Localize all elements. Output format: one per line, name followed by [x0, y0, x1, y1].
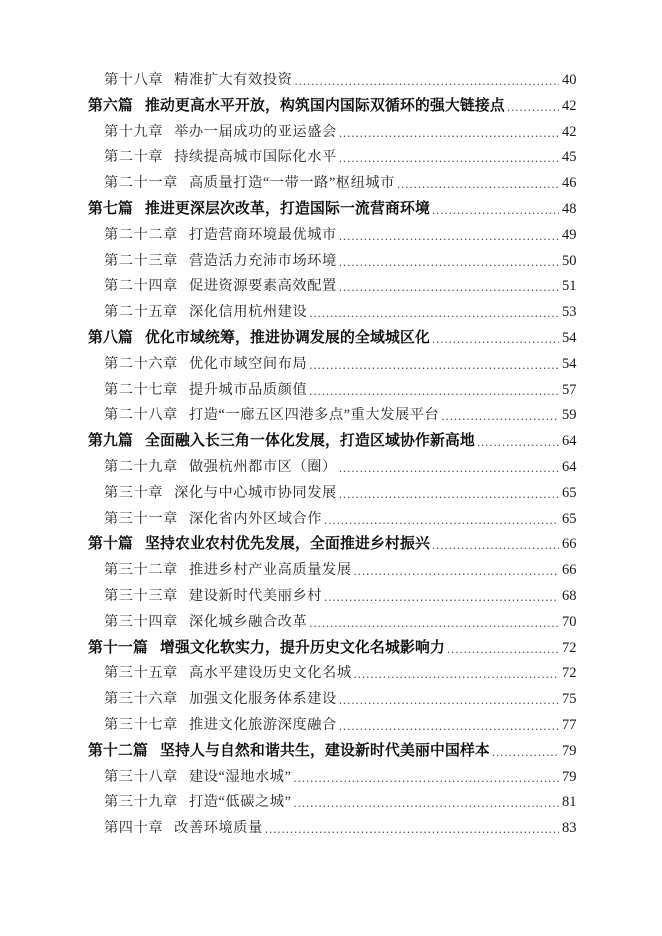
toc-dot-leader — [441, 418, 559, 429]
toc-entry[interactable] — [88, 94, 590, 120]
toc-entry-title: 营造活力充沛市场环境 — [188, 252, 337, 269]
toc-dot-leader — [339, 496, 559, 507]
toc-entry-label: 第三十一章 — [104, 510, 178, 527]
toc-entry[interactable] — [104, 378, 590, 404]
toc-entry[interactable] — [104, 661, 590, 687]
toc-dot-leader — [477, 444, 559, 455]
toc-dot-leader — [339, 238, 559, 249]
toc-entry-title: 举办一届成功的亚运盛会 — [174, 123, 337, 140]
toc-dot-leader — [324, 521, 559, 532]
toc-entry-title: 做强杭州都市区（圈） — [188, 458, 337, 475]
toc-entry-label: 第三十三章 — [104, 587, 178, 604]
toc-entry[interactable] — [104, 300, 590, 326]
toc-entry-label: 第九篇 — [88, 433, 133, 450]
toc-entry[interactable] — [104, 145, 590, 171]
toc-page-number: 50 — [562, 252, 577, 269]
toc-entry[interactable] — [88, 326, 590, 352]
toc-entry-label: 第三十四章 — [104, 613, 178, 630]
toc-entry-label: 第二十六章 — [104, 355, 178, 372]
toc-dot-leader — [265, 831, 559, 842]
toc-entry[interactable] — [104, 68, 590, 94]
toc-entry-label: 第三十六章 — [104, 691, 178, 708]
toc-page-number: 53 — [562, 304, 577, 321]
toc-entry-title: 推进更深层次改革，打造国际一流营商环境 — [145, 200, 430, 217]
toc-entry[interactable] — [104, 274, 590, 300]
toc-entry[interactable] — [104, 610, 590, 636]
toc-entry-label: 第二十九章 — [104, 458, 178, 475]
toc-entry-label: 第三十七章 — [104, 716, 178, 733]
toc-entry-title: 深化省内外区域合作 — [188, 510, 323, 527]
toc-dot-leader — [309, 625, 559, 636]
toc-entry-label: 第十篇 — [88, 536, 133, 553]
toc-dot-leader — [354, 676, 559, 687]
toc-entry-title: 推进文化旅游深度融合 — [188, 716, 337, 733]
toc-dot-leader — [339, 160, 559, 171]
toc-entry[interactable] — [104, 713, 590, 739]
toc-entry-label: 第二十四章 — [104, 278, 178, 295]
toc-page-number: 72 — [562, 639, 577, 656]
toc-page-number: 68 — [562, 587, 577, 604]
toc-entry[interactable] — [104, 120, 590, 146]
toc-page-number: 48 — [562, 200, 577, 217]
toc-dot-leader — [432, 547, 559, 558]
toc-entry[interactable] — [88, 739, 590, 765]
toc-dot-leader — [339, 470, 559, 481]
toc-dot-leader — [293, 805, 559, 816]
toc-page-number: 51 — [562, 278, 577, 295]
toc-list — [88, 68, 590, 842]
toc-dot-leader — [447, 650, 559, 661]
toc-entry[interactable] — [88, 532, 590, 558]
toc-dot-leader — [324, 599, 559, 610]
toc-entry-title: 推动更高水平开放，构筑国内国际双循环的强大链接点 — [145, 97, 505, 114]
toc-entry-title: 打造“一廊五区四港多点”重大发展平台 — [188, 407, 440, 424]
toc-entry-label: 第二十一章 — [104, 175, 178, 192]
toc-entry-label: 第三十五章 — [104, 665, 178, 682]
toc-dot-leader — [339, 289, 559, 300]
toc-page-number: 77 — [562, 716, 577, 733]
toc-entry[interactable] — [88, 636, 590, 662]
toc-dot-leader — [507, 109, 559, 120]
toc-dot-leader — [432, 341, 559, 352]
toc-entry[interactable] — [104, 558, 590, 584]
toc-entry-label: 第三十九章 — [104, 794, 178, 811]
toc-entry[interactable] — [88, 197, 590, 223]
toc-dot-leader — [432, 212, 559, 223]
toc-entry[interactable] — [104, 352, 590, 378]
toc-entry[interactable] — [104, 481, 590, 507]
toc-entry-title: 全面融入长三角一体化发展，打造区域协作新高地 — [145, 433, 475, 450]
toc-entry-title: 建设“湿地水城” — [188, 768, 292, 785]
toc-entry-title: 提升城市品质颜值 — [188, 381, 308, 398]
toc-entry-label: 第六篇 — [88, 97, 133, 114]
toc-entry[interactable] — [104, 171, 590, 197]
toc-dot-leader — [309, 392, 559, 403]
toc-page-number: 66 — [562, 536, 577, 553]
toc-dot-leader — [309, 367, 559, 378]
toc-page-number: 81 — [562, 794, 577, 811]
toc-entry-title: 高质量打造“一带一路”枢纽城市 — [188, 175, 395, 192]
toc-entry-label: 第二十章 — [104, 149, 164, 166]
toc-entry-title: 增强文化软实力，提升历史文化名城影响力 — [160, 639, 445, 656]
toc-entry-label: 第四十章 — [104, 820, 164, 837]
toc-entry[interactable] — [104, 790, 590, 816]
toc-entry-title: 打造营商环境最优城市 — [188, 226, 337, 243]
toc-dot-leader — [339, 134, 559, 145]
toc-page-number: 72 — [562, 665, 577, 682]
toc-dot-leader — [397, 186, 559, 197]
toc-entry-label: 第十二篇 — [88, 742, 148, 759]
toc-entry[interactable] — [104, 455, 590, 481]
toc-entry-label: 第二十七章 — [104, 381, 178, 398]
toc-page-number: 70 — [562, 613, 577, 630]
toc-page-number: 45 — [562, 149, 577, 166]
toc-page-number: 83 — [562, 820, 577, 837]
toc-entry-title: 优化市域统筹，推进协调发展的全域城区化 — [145, 329, 430, 346]
toc-page-number: 42 — [562, 123, 577, 140]
toc-page-number: 65 — [562, 510, 577, 527]
toc-entry-label: 第三十八章 — [104, 768, 178, 785]
toc-entry-label: 第十八章 — [104, 72, 164, 88]
toc-entry-title: 推进乡村产业高质量发展 — [188, 562, 352, 579]
toc-entry[interactable] — [104, 584, 590, 610]
toc-entry-title: 精准扩大有效投资 — [174, 72, 293, 88]
toc-entry-label: 第二十二章 — [104, 226, 178, 243]
toc-entry-title: 坚持人与自然和谐共生，建设新时代美丽中国样本 — [160, 742, 490, 759]
toc-entry[interactable] — [104, 403, 590, 429]
toc-entry[interactable] — [88, 429, 590, 455]
toc-entry-label: 第二十八章 — [104, 407, 178, 424]
toc-page-number: 75 — [562, 691, 577, 708]
toc-entry-title: 打造“低碳之城” — [188, 794, 292, 811]
toc-entry-title: 建设新时代美丽乡村 — [188, 587, 323, 604]
toc-page-number: 46 — [562, 175, 577, 192]
toc-dot-leader — [339, 263, 559, 274]
toc-page-number: 57 — [562, 381, 577, 398]
toc-page-number: 42 — [562, 97, 577, 114]
toc-entry-title: 深化信用杭州建设 — [188, 304, 308, 321]
toc-page-number: 79 — [562, 742, 577, 759]
toc-entry-title: 促进资源要素高效配置 — [188, 278, 337, 295]
toc-entry-label: 第八篇 — [88, 329, 133, 346]
toc-dot-leader — [354, 573, 559, 584]
toc-entry-label: 第二十三章 — [104, 252, 178, 269]
toc-dot-leader — [309, 315, 559, 326]
toc-page-number: 66 — [562, 562, 577, 579]
toc-entry-title: 加强文化服务体系建设 — [188, 691, 337, 708]
toc-entry-title: 坚持农业农村优先发展，全面推进乡村振兴 — [145, 536, 430, 553]
toc-page-number: 40 — [562, 72, 577, 88]
toc-entry-title: 高水平建设历史文化名城 — [188, 665, 352, 682]
toc-page-number: 54 — [562, 329, 577, 346]
toc-page-number: 64 — [562, 458, 577, 475]
toc-dot-leader — [293, 779, 559, 790]
toc-entry-label: 第七篇 — [88, 200, 133, 217]
toc-entry-title: 优化市域空间布局 — [188, 355, 308, 372]
toc-entry-title: 深化城乡融合改革 — [188, 613, 308, 630]
toc-entry[interactable] — [104, 687, 590, 713]
toc-entry[interactable] — [104, 507, 590, 533]
toc-entry-label: 第三十二章 — [104, 562, 178, 579]
toc-entry[interactable] — [104, 816, 590, 842]
toc-entry-title: 改善环境质量 — [174, 820, 263, 837]
toc-page-number: 59 — [562, 407, 577, 424]
toc-page-number: 54 — [562, 355, 577, 372]
toc-dot-leader — [492, 754, 559, 765]
toc-dot-leader — [339, 702, 559, 713]
toc-entry[interactable] — [104, 223, 590, 249]
toc-entry-label: 第三十章 — [104, 484, 164, 501]
toc-entry-label: 第十九章 — [104, 123, 164, 140]
toc-page-number: 64 — [562, 433, 577, 450]
toc-entry-title: 持续提高城市国际化水平 — [174, 149, 337, 166]
toc-entry[interactable] — [104, 765, 590, 791]
toc-page-number: 65 — [562, 484, 577, 501]
toc-dot-leader — [339, 728, 559, 739]
toc-entry-label: 第十一篇 — [88, 639, 148, 656]
toc-entry[interactable] — [104, 249, 590, 275]
toc-entry-title: 深化与中心城市协同发展 — [174, 484, 337, 501]
toc-dot-leader — [294, 83, 559, 94]
toc-entry-label: 第二十五章 — [104, 304, 178, 321]
toc-page-number: 79 — [562, 768, 577, 785]
toc-page-number: 49 — [562, 226, 577, 243]
